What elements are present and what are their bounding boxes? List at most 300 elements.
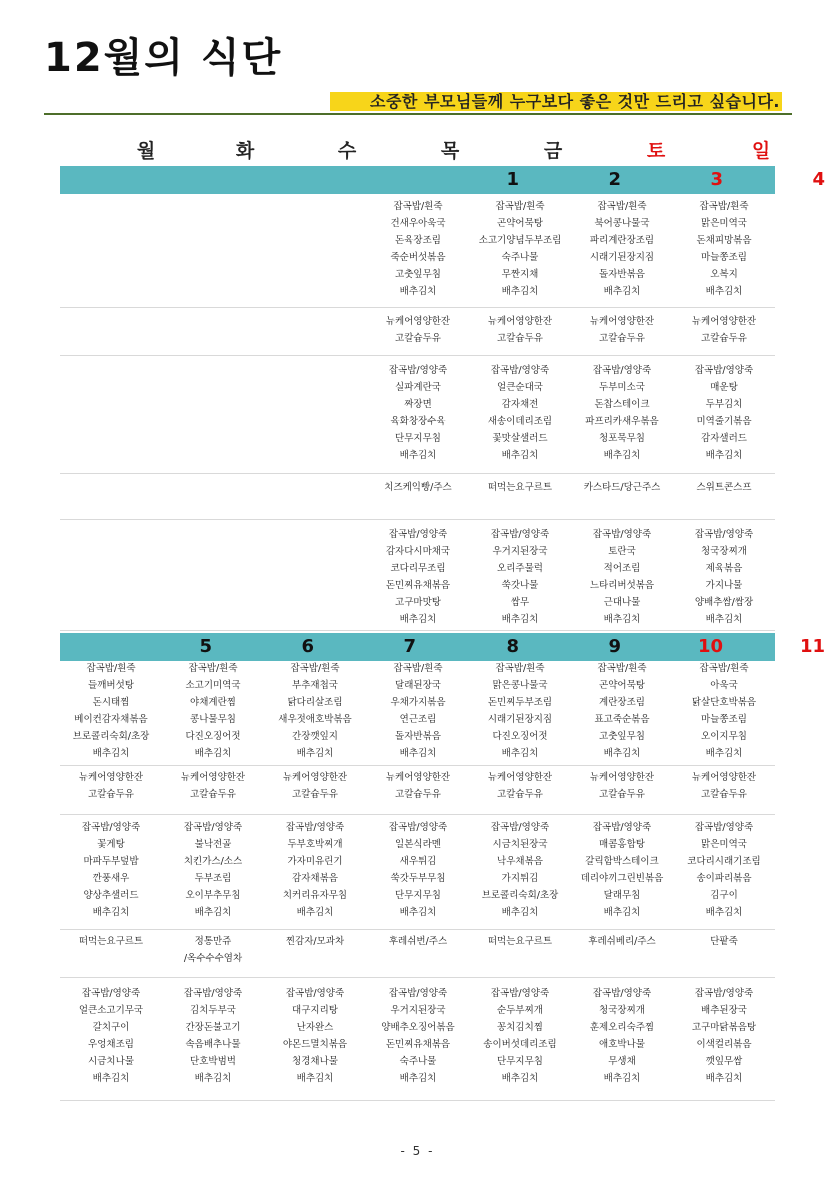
menu-item: 얼큰소고기무국	[78, 1005, 144, 1016]
menu-item: 근대나물	[603, 597, 641, 608]
menu-item: 배추김치	[399, 1073, 437, 1084]
meal-cell	[673, 480, 775, 497]
menu-item: 무생채	[608, 1056, 636, 1067]
menu-item: 배추김치	[603, 748, 641, 759]
menu-item: 불낙전골	[194, 839, 232, 850]
menu-item: 아욱국	[710, 680, 738, 691]
meal-cell	[571, 660, 673, 762]
menu-item: 시래기된장지짐	[487, 714, 553, 725]
menu-item: 고칼슘두유	[701, 789, 747, 800]
menu-item: 매콤홍합탕	[599, 839, 645, 850]
menu-item: 잡곡밥/영양죽	[81, 822, 141, 833]
menu-item: 속음배추나물	[185, 1039, 241, 1050]
meal-cell	[60, 985, 162, 1087]
menu-item: 고칼슘두유	[395, 333, 441, 344]
menu-item: 뉴케어영양한잔	[589, 316, 655, 327]
meal-cell	[571, 985, 673, 1087]
menu-item: 대구지리탕	[292, 1005, 338, 1016]
menu-item: 쑥갓두부무침	[390, 873, 446, 884]
menu-item: 닭다리살조림	[287, 697, 343, 708]
meal-cell	[469, 819, 571, 921]
menu-item: 배추김치	[296, 748, 334, 759]
menu-item: 잡곡밥/흰죽	[699, 201, 749, 212]
menu-item: 잡곡밥/영양죽	[490, 529, 550, 540]
menu-item: 다진오징어젓	[185, 731, 241, 742]
date-number: 5	[199, 636, 212, 657]
menu-item: 배추김치	[603, 614, 641, 625]
meal-cell	[367, 198, 469, 300]
menu-item: 단팥죽	[710, 936, 738, 947]
menu-item: 단무지무침	[497, 1056, 543, 1067]
menu-item: 잡곡밥/흰죽	[393, 663, 443, 674]
menu-item: 감자다시마채국	[385, 546, 451, 557]
menu-item: 배추김치	[92, 1073, 130, 1084]
meal-cell	[60, 934, 162, 951]
weekday-header: 일	[751, 140, 771, 162]
meal-cell	[162, 819, 264, 921]
menu-item: 맑은미역국	[701, 839, 747, 850]
date-number: 1	[506, 169, 519, 190]
menu-item: 후레쉬번/주스	[388, 936, 448, 947]
menu-item: 잡곡밥/영양죽	[592, 822, 652, 833]
menu-item: 고구마닭볶음탕	[691, 1022, 757, 1033]
menu-item: 양배추오징어볶음	[381, 1022, 455, 1033]
date-number: 6	[301, 636, 314, 657]
menu-item: 배추김치	[194, 907, 232, 918]
meal-cell	[264, 934, 366, 951]
menu-item: 잡곡밥/영양죽	[490, 365, 550, 376]
menu-item: 잡곡밥/영양죽	[592, 365, 652, 376]
week-date-bar	[60, 166, 825, 194]
menu-item: 배추김치	[296, 1073, 334, 1084]
menu-item: 치즈케익빵/주스	[384, 482, 452, 493]
week-date-bar	[60, 633, 825, 661]
menu-item: 잡곡밥/영양죽	[183, 822, 243, 833]
menu-item: 꽃맛살샐러드	[492, 433, 548, 444]
meal-cell	[367, 934, 469, 951]
title-underline	[44, 113, 792, 115]
row-divider	[60, 765, 775, 766]
menu-item: 배추김치	[194, 748, 232, 759]
menu-item: 데리야끼그린빈볶음	[580, 873, 664, 884]
menu-item: 야몬드멸치볶음	[282, 1039, 348, 1050]
menu-item: 단호박범벅	[190, 1056, 236, 1067]
menu-item: 파프리카새우볶음	[585, 416, 659, 427]
menu-item: 잡곡밥/흰죽	[188, 663, 238, 674]
menu-item: 돈시태찜	[92, 697, 130, 708]
menu-item: 제육볶음	[705, 563, 743, 574]
meal-cell	[367, 985, 469, 1087]
menu-item: 고칼슘두유	[599, 789, 645, 800]
row-divider	[60, 355, 775, 356]
menu-item: 간장깻잎지	[292, 731, 338, 742]
meal-cell	[162, 985, 264, 1087]
menu-item: 표고죽순볶음	[594, 714, 650, 725]
date-number: 4	[812, 169, 825, 190]
menu-item: 돈육장조림	[395, 235, 441, 246]
menu-item: 감자채볶음	[292, 873, 338, 884]
menu-item: 갈치구이	[92, 1022, 130, 1033]
menu-item: 잡곡밥/흰죽	[495, 663, 545, 674]
menu-item: 고칼슘두유	[190, 789, 236, 800]
meal-cell	[571, 934, 673, 951]
menu-item: 잡곡밥/흰죽	[699, 663, 749, 674]
menu-item: 뉴케어영양한잔	[385, 316, 451, 327]
menu-item: 배추김치	[501, 286, 539, 297]
row-divider	[60, 630, 775, 631]
menu-item: 뉴케어영양한잔	[589, 772, 655, 783]
weekday-header: 토	[646, 140, 666, 162]
menu-item: 치커리유자무침	[282, 890, 348, 901]
menu-item: 달래된장국	[395, 680, 441, 691]
menu-item: 오복지	[710, 269, 738, 280]
menu-item: 꽃게탕	[97, 839, 125, 850]
menu-item: 배추김치	[501, 614, 539, 625]
menu-item: 잡곡밥/영양죽	[592, 529, 652, 540]
menu-item: 떠먹는요구르트	[487, 482, 553, 493]
meal-cell	[469, 660, 571, 762]
menu-item: 우채가지볶음	[390, 697, 446, 708]
meal-cell	[264, 770, 366, 804]
menu-item: 시래기된장지짐	[589, 252, 655, 263]
menu-item: 닭살단호박볶음	[691, 697, 757, 708]
menu-item: 고칼슘두유	[395, 789, 441, 800]
menu-item: 매운탕	[710, 382, 738, 393]
meal-cell	[673, 314, 775, 348]
menu-item: 배추김치	[399, 286, 437, 297]
date-number: 11	[799, 636, 825, 657]
date-number: 10	[697, 636, 723, 657]
menu-item: 브로콜리숙회/초장	[481, 890, 559, 901]
menu-item: 뉴케어영양한잔	[180, 772, 246, 783]
menu-item: 청국장찌개	[599, 1005, 645, 1016]
menu-item: 오이부추무침	[185, 890, 241, 901]
menu-item: 잡곡밥/영양죽	[388, 822, 448, 833]
menu-item: 배추김치	[296, 907, 334, 918]
meal-cell	[367, 362, 469, 464]
menu-item: 고구마맛탕	[395, 597, 441, 608]
menu-item: 실파계란국	[395, 382, 441, 393]
menu-item: 뉴케어영양한잔	[691, 316, 757, 327]
meal-cell	[673, 819, 775, 921]
menu-item: 고칼슘두유	[292, 789, 338, 800]
page-number: - 5 -	[400, 1144, 435, 1158]
meal-cell	[673, 526, 775, 628]
menu-item: 짜장면	[404, 399, 432, 410]
meal-cell	[162, 660, 264, 762]
menu-item: 베이컨감자채볶음	[74, 714, 148, 725]
menu-item: 잡곡밥/흰죽	[393, 201, 443, 212]
menu-item: 정통만쥬	[194, 936, 232, 947]
meal-cell	[469, 198, 571, 300]
menu-item: 배추김치	[603, 1073, 641, 1084]
menu-item: 얼큰순대국	[497, 382, 543, 393]
menu-item: 일본식라멘	[395, 839, 441, 850]
row-divider	[60, 519, 775, 520]
menu-item: 후레쉬베리/주스	[588, 936, 656, 947]
meal-cell	[469, 526, 571, 628]
menu-item: 잡곡밥/영양죽	[490, 988, 550, 999]
menu-item: 북어콩나물국	[594, 218, 650, 229]
menu-item: 배추김치	[92, 907, 130, 918]
menu-item: 건새우아욱국	[390, 218, 446, 229]
menu-item: 돈민찌유채볶음	[385, 1039, 451, 1050]
menu-item: 고춧잎무침	[599, 731, 645, 742]
meal-cell	[469, 362, 571, 464]
menu-item: 찐감자/모과차	[285, 936, 345, 947]
menu-item: 뉴케어영양한잔	[691, 772, 757, 783]
menu-item: 마파두부덮밥	[83, 856, 139, 867]
menu-item: 배추김치	[603, 450, 641, 461]
menu-item: 잡곡밥/영양죽	[592, 988, 652, 999]
menu-item: 꽁치김치찜	[497, 1022, 543, 1033]
meal-cell	[673, 198, 775, 300]
meal-cell	[469, 480, 571, 497]
menu-item: 난자완스	[296, 1022, 334, 1033]
date-number: 8	[506, 636, 519, 657]
menu-item: 깐풍새우	[92, 873, 130, 884]
menu-item: 배추김치	[705, 1073, 743, 1084]
menu-item: 파리계란장조림	[589, 235, 655, 246]
menu-item: 들깨버섯탕	[88, 680, 134, 691]
weekday-header: 목	[440, 140, 460, 162]
menu-item: 돈찹스테이크	[594, 399, 650, 410]
menu-item: 잡곡밥/흰죽	[290, 663, 340, 674]
meal-cell	[162, 934, 264, 968]
menu-item: 달래무침	[603, 890, 641, 901]
menu-item: 시금치나물	[88, 1056, 134, 1067]
menu-item: 훈제오리숙주찜	[589, 1022, 655, 1033]
meal-cell	[571, 819, 673, 921]
menu-item: 뉴케어영양한잔	[282, 772, 348, 783]
menu-item: 다진오징어젓	[492, 731, 548, 742]
menu-item: 배추김치	[705, 748, 743, 759]
menu-item: 배추김치	[501, 748, 539, 759]
menu-item: 송이파리볶음	[696, 873, 752, 884]
meal-cell	[367, 660, 469, 762]
menu-item: 잡곡밥/영양죽	[285, 822, 345, 833]
row-divider	[60, 929, 775, 930]
meal-cell	[367, 526, 469, 628]
meal-cell	[571, 314, 673, 348]
menu-item: 가자미유린기	[287, 856, 343, 867]
menu-item: 고칼슘두유	[497, 333, 543, 344]
menu-item: 떠먹는요구르트	[78, 936, 144, 947]
menu-item: 미역줄기볶음	[696, 416, 752, 427]
menu-item: 청경채나물	[292, 1056, 338, 1067]
meal-cell	[264, 660, 366, 762]
menu-item: 새송이데리조림	[487, 416, 553, 427]
menu-item: 잡곡밥/영양죽	[388, 529, 448, 540]
menu-item: 양상추샐러드	[83, 890, 139, 901]
menu-item: 육화창장수육	[390, 416, 446, 427]
menu-item: 곤약어묵탕	[599, 680, 645, 691]
menu-item: 감자채전	[501, 399, 539, 410]
meal-cell	[469, 314, 571, 348]
menu-item: 숙주나물	[501, 252, 539, 263]
menu-item: /옥수수수염차	[183, 953, 243, 964]
row-divider	[60, 473, 775, 474]
menu-item: 잡곡밥/영양죽	[694, 365, 754, 376]
menu-item: 맑은콩나물국	[492, 680, 548, 691]
menu-item: 낙우채볶음	[497, 856, 543, 867]
menu-item: 마늘쫑조림	[701, 252, 747, 263]
meal-cell	[469, 770, 571, 804]
menu-item: 콩나물무침	[190, 714, 236, 725]
menu-item: 잡곡밥/영양죽	[694, 529, 754, 540]
menu-item: 연근조림	[399, 714, 437, 725]
menu-item: 두부김치	[705, 399, 743, 410]
page-title: 12월의 식단	[44, 35, 283, 81]
meal-cell	[673, 362, 775, 464]
meal-cell	[367, 770, 469, 804]
meal-cell	[60, 770, 162, 804]
menu-item: 잡곡밥/영양죽	[388, 365, 448, 376]
menu-item: 고춧잎무침	[395, 269, 441, 280]
weekday-header: 월	[136, 140, 156, 162]
menu-item: 우거지된장국	[492, 546, 548, 557]
menu-item: 배추김치	[399, 907, 437, 918]
meal-cell	[60, 819, 162, 921]
meal-cell	[60, 660, 162, 762]
menu-item: 뉴케어영양한잔	[78, 772, 144, 783]
menu-item: 잡곡밥/영양죽	[694, 822, 754, 833]
menu-item: 두부미소국	[599, 382, 645, 393]
meal-cell	[264, 985, 366, 1087]
meal-cell	[469, 934, 571, 951]
menu-item: 뉴케어영양한잔	[385, 772, 451, 783]
menu-item: 쑥갓나물	[501, 580, 539, 591]
menu-item: 잡곡밥/영양죽	[183, 988, 243, 999]
menu-item: 잡곡밥/영양죽	[694, 988, 754, 999]
menu-item: 잡곡밥/흰죽	[495, 201, 545, 212]
menu-item: 코다리시래기조림	[687, 856, 761, 867]
menu-item: 잡곡밥/영양죽	[388, 988, 448, 999]
meal-cell	[571, 480, 673, 497]
menu-item: 배추김치	[399, 748, 437, 759]
menu-item: 브로콜리숙회/초장	[72, 731, 150, 742]
menu-item: 코다리무조림	[390, 563, 446, 574]
date-number: 2	[608, 169, 621, 190]
menu-item: 소고기미역국	[185, 680, 241, 691]
menu-item: 우엉채조림	[88, 1039, 134, 1050]
meal-cell	[264, 819, 366, 921]
menu-item: 간장돈불고기	[185, 1022, 241, 1033]
menu-item: 돈민찌두부조림	[487, 697, 553, 708]
meal-cell	[673, 660, 775, 762]
meal-cell	[673, 985, 775, 1087]
menu-item: 배추김치	[705, 614, 743, 625]
menu-item: 이색컬리볶음	[696, 1039, 752, 1050]
menu-item: 가지나물	[705, 580, 743, 591]
weekday-header: 수	[337, 140, 357, 162]
date-number: 9	[608, 636, 621, 657]
menu-item: 치킨가스/소스	[183, 856, 243, 867]
menu-item: 배추김치	[399, 614, 437, 625]
menu-item: 잡곡밥/영양죽	[81, 988, 141, 999]
menu-item: 야채계란찜	[190, 697, 236, 708]
meal-cell	[571, 362, 673, 464]
menu-item: 오리주물럭	[497, 563, 543, 574]
menu-item: 죽순버섯볶음	[390, 252, 446, 263]
menu-item: 청국장찌개	[701, 546, 747, 557]
subtitle-banner: 소중한 부모님들께 누구보다 좋은 것만 드리고 싶습니다.	[330, 92, 782, 111]
menu-item: 뉴케어영양한잔	[487, 316, 553, 327]
menu-item: 곤약어묵탕	[497, 218, 543, 229]
menu-item: 토란국	[608, 546, 636, 557]
menu-item: 부추재첩국	[292, 680, 338, 691]
menu-item: 송이버섯데리조림	[483, 1039, 557, 1050]
menu-item: 우거지된장국	[390, 1005, 446, 1016]
meal-cell	[367, 314, 469, 348]
menu-item: 오이지무침	[701, 731, 747, 742]
menu-item: 배추김치	[501, 1073, 539, 1084]
menu-item: 고칼슘두유	[497, 789, 543, 800]
menu-item: 양배추쌈/쌈장	[694, 597, 754, 608]
menu-item: 청포묵무침	[599, 433, 645, 444]
meal-cell	[469, 985, 571, 1087]
menu-item: 무짠지채	[501, 269, 539, 280]
menu-item: 갈릭함박스테이크	[585, 856, 659, 867]
menu-item: 잡곡밥/영양죽	[285, 988, 345, 999]
meal-cell	[571, 198, 673, 300]
menu-item: 느타리버섯볶음	[589, 580, 655, 591]
menu-item: 배추김치	[399, 450, 437, 461]
menu-item: 배추김치	[603, 286, 641, 297]
weekday-header: 화	[235, 140, 255, 162]
menu-item: 배추된장국	[701, 1005, 747, 1016]
menu-item: 고칼슘두유	[701, 333, 747, 344]
menu-item: 적어조림	[603, 563, 641, 574]
menu-item: 고칼슘두유	[88, 789, 134, 800]
meal-cell	[571, 526, 673, 628]
menu-item: 시금치된장국	[492, 839, 548, 850]
meal-cell	[162, 770, 264, 804]
menu-item: 돈민찌유채볶음	[385, 580, 451, 591]
row-divider	[60, 814, 775, 815]
menu-item: 배추김치	[501, 450, 539, 461]
menu-item: 새우튀김	[399, 856, 437, 867]
menu-item: 떠먹는요구르트	[487, 936, 553, 947]
meal-cell	[571, 770, 673, 804]
meal-cell	[367, 819, 469, 921]
menu-item: 깻잎무쌈	[705, 1056, 743, 1067]
date-number: 7	[403, 636, 416, 657]
weekday-header: 금	[543, 140, 563, 162]
menu-item: 순두부찌개	[497, 1005, 543, 1016]
menu-item: 배추김치	[705, 450, 743, 461]
menu-item: 카스타드/당근주스	[583, 482, 661, 493]
menu-item: 배추김치	[705, 286, 743, 297]
menu-item: 고칼슘두유	[599, 333, 645, 344]
menu-item: 돌자반볶음	[599, 269, 645, 280]
menu-item: 두부조림	[194, 873, 232, 884]
meal-cell	[673, 934, 775, 951]
menu-item: 배추김치	[603, 907, 641, 918]
row-divider	[60, 1100, 775, 1101]
menu-item: 잡곡밥/영양죽	[490, 822, 550, 833]
menu-item: 김치두부국	[190, 1005, 236, 1016]
menu-item: 맑은미역국	[701, 218, 747, 229]
date-number: 3	[710, 169, 723, 190]
menu-item: 단무지무침	[395, 433, 441, 444]
menu-item: 가지튀김	[501, 873, 539, 884]
menu-item: 잡곡밥/흰죽	[597, 201, 647, 212]
meal-cell	[673, 770, 775, 804]
menu-item: 잡곡밥/흰죽	[597, 663, 647, 674]
menu-item: 배추김치	[705, 907, 743, 918]
row-divider	[60, 977, 775, 978]
